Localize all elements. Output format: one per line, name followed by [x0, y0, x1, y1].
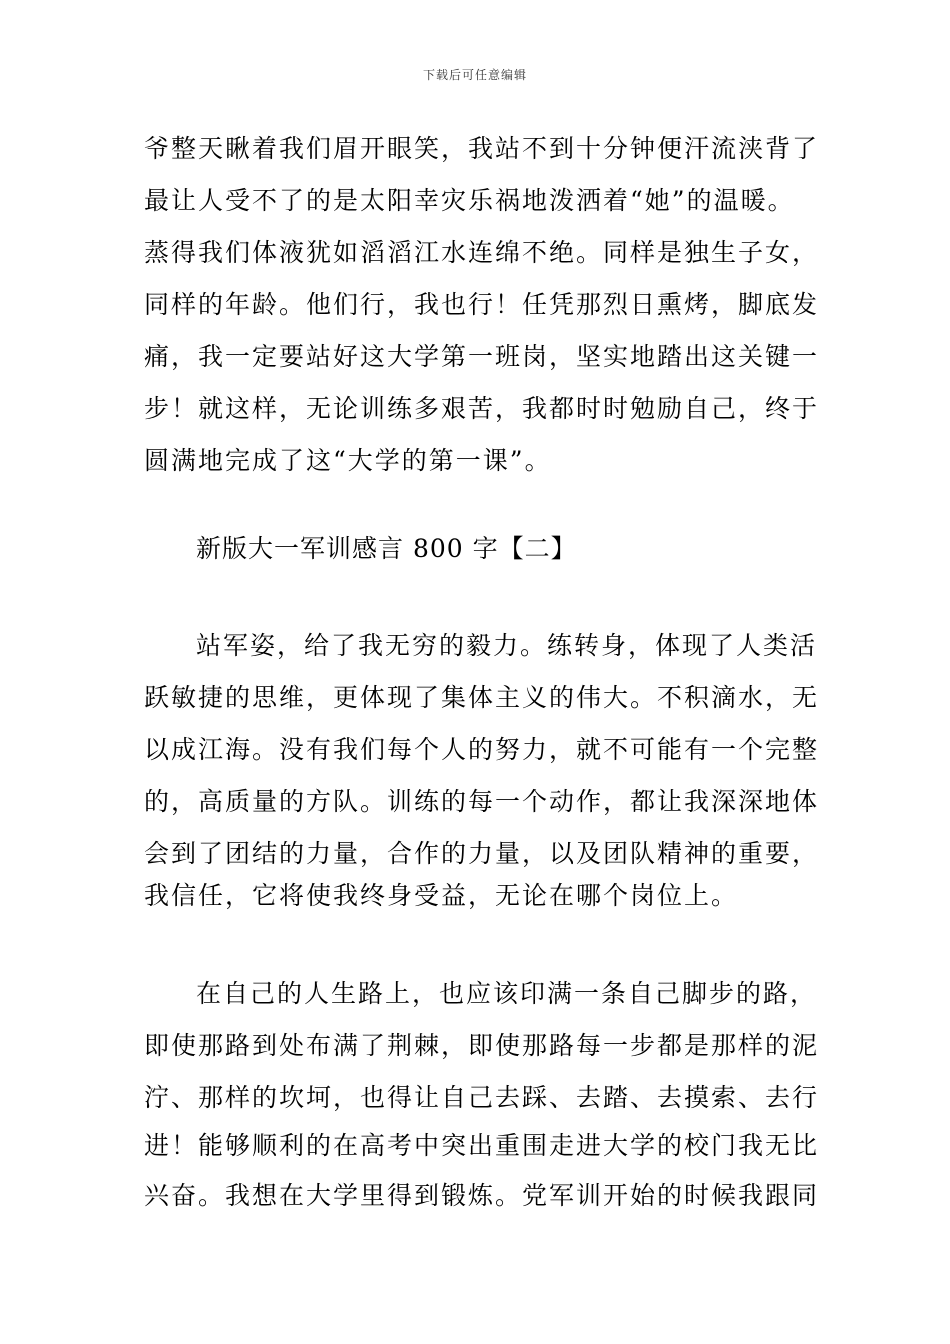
paragraph-2-line-2: 跃敏捷的思维，更体现了集体主义的伟大。不积滴水，无: [144, 683, 820, 712]
paragraph-3-line-1: 在自己的人生路上，也应该印满一条自己脚步的路，: [196, 979, 818, 1008]
header-note: 下载后可任意编辑: [422, 68, 527, 82]
paragraph-3-line-4: 进！能够顺利的在高考中突出重围走进大学的校门我无比: [144, 1131, 820, 1160]
paragraph-1-line-2: 最让人受不了的是太阳幸灾乐祸地泼洒着“她”的温暖。: [144, 186, 795, 215]
paragraph-1-line-5: 痛，我一定要站好这大学第一班岗，坚实地踏出这关键一: [144, 342, 820, 371]
paragraph-3-line-3: 泞、那样的坎坷，也得让自己去踩、去踏、去摸索、去行: [144, 1083, 820, 1112]
paragraph-3-line-2: 即使那路到处布满了荆棘，即使那路每一步都是那样的泥: [144, 1031, 820, 1060]
paragraph-1-line-6: 步！就这样，无论训练多艰苦，我都时时勉励自己，终于: [144, 394, 820, 423]
paragraph-1-line-7: 圆满地完成了这“大学的第一课”。: [144, 446, 552, 475]
paragraph-1-line-3: 蒸得我们体液犹如滔滔江水连绵不绝。同样是独生子女，: [144, 238, 820, 267]
paragraph-2-line-3: 以成江海。没有我们每个人的努力，就不可能有一个完整: [144, 735, 820, 764]
paragraph-3-line-5: 兴奋。我想在大学里得到锻炼。党军训开始的时候我跟同: [144, 1181, 820, 1210]
paragraph-2-line-5: 会到了团结的力量，合作的力量，以及团队精神的重要，: [144, 839, 820, 868]
paragraph-2-line-1: 站军姿，给了我无穷的毅力。练转身，体现了人类活: [196, 631, 818, 660]
section-heading: 新版大一军训感言 800 字【二】: [196, 534, 577, 563]
paragraph-2-line-4: 的，高质量的方队。训练的每一个动作，都让我深深地体: [144, 787, 820, 816]
paragraph-1-line-4: 同样的年龄。他们行，我也行！任凭那烈日熏烤，脚底发: [144, 290, 820, 319]
paragraph-1-line-1: 爷整天瞅着我们眉开眼笑，我站不到十分钟便汗流浃背了: [144, 134, 820, 163]
paragraph-2-line-6: 我信任，它将使我终身受益，无论在哪个岗位上。: [144, 881, 739, 910]
